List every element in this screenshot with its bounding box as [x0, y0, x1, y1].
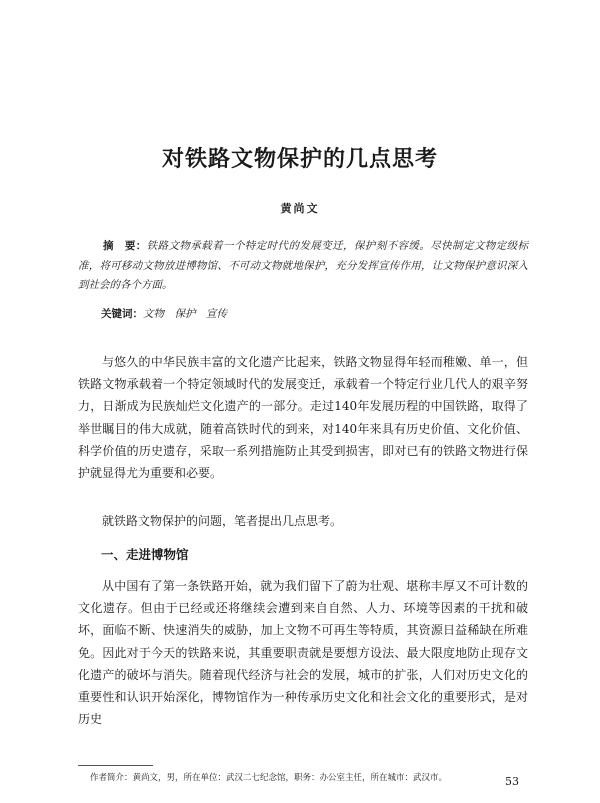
keywords-line: [101, 306, 227, 321]
abstract-block: [78, 237, 528, 296]
abstract-text: 铁路文物承载着一个特定时代的发展变迁，保护刻不容缓。尽快制定文物定级标准，将可移动文物放进博物馆、不可动文物就地保护，充分发挥宣传作用，让文物保护意识深入到社会的各个方面。: [78, 240, 529, 292]
body-paragraph-2: 就铁路文物保护的问题，笔者提出几点思考。: [102, 514, 343, 528]
keywords-text: 文物 保护 宣传: [143, 308, 227, 320]
abstract-label: 摘 要：: [103, 240, 147, 252]
section-heading: 一、走进博物馆: [101, 547, 189, 562]
author-footnote: 作者简介：黄尚文，男，所在单位：武汉二七纪念馆，职务：办公室主任，所在城市：武汉市。: [90, 773, 448, 783]
article-title: 对铁路文物保护的几点思考: [161, 146, 438, 172]
author-name: 黄尚文: [280, 202, 320, 215]
body-paragraph-1: 与悠久的中华民族丰富的文化遗产比起来，铁路文物显得年轻而稚嫩、单一，但铁路文物承载着一个特定领域时代的发展变迁，承载着一个特定行业几代人的艰辛努力，日渐成为民族灿烂文化遗产的一部分。走过140年发展历程的中国铁路，取得了举世瞩目的伟大成就，随着高铁时代的到来，对140年来具有历史价值、文化价值、科学价值的历史遗存，采取一系列措施防止其受到损害，即对已有的铁路文物进行保护就显得尤为重要和必要。: [78, 355, 528, 481]
keywords-label: 关键词：: [101, 308, 143, 320]
body-paragraph-3: 从中国有了第一条铁路开始，就为我们留下了蔚为壮观、堪称丰厚又不可计数的文化遗存。但由于已经或还将继续会遭到来自自然、人力、环境等因素的干扰和破坏，面临不断、快速消失的威胁，加上文物不可再生等特质，其资源日益稀缺在所难免。因此对于今天的铁路来说，其重要职责就是要想方设法、最大限度地防止现存文化遗产的破坏与消失。随着现代经济与社会的发展，城市的扩张，人们对历史文化的重要性和认识开始深化，博物馆作为一种传承历史文化和社会文化的重要形式，是对历史: [78, 579, 528, 727]
footnote-divider: [78, 765, 153, 766]
page-number: 53: [505, 775, 519, 788]
